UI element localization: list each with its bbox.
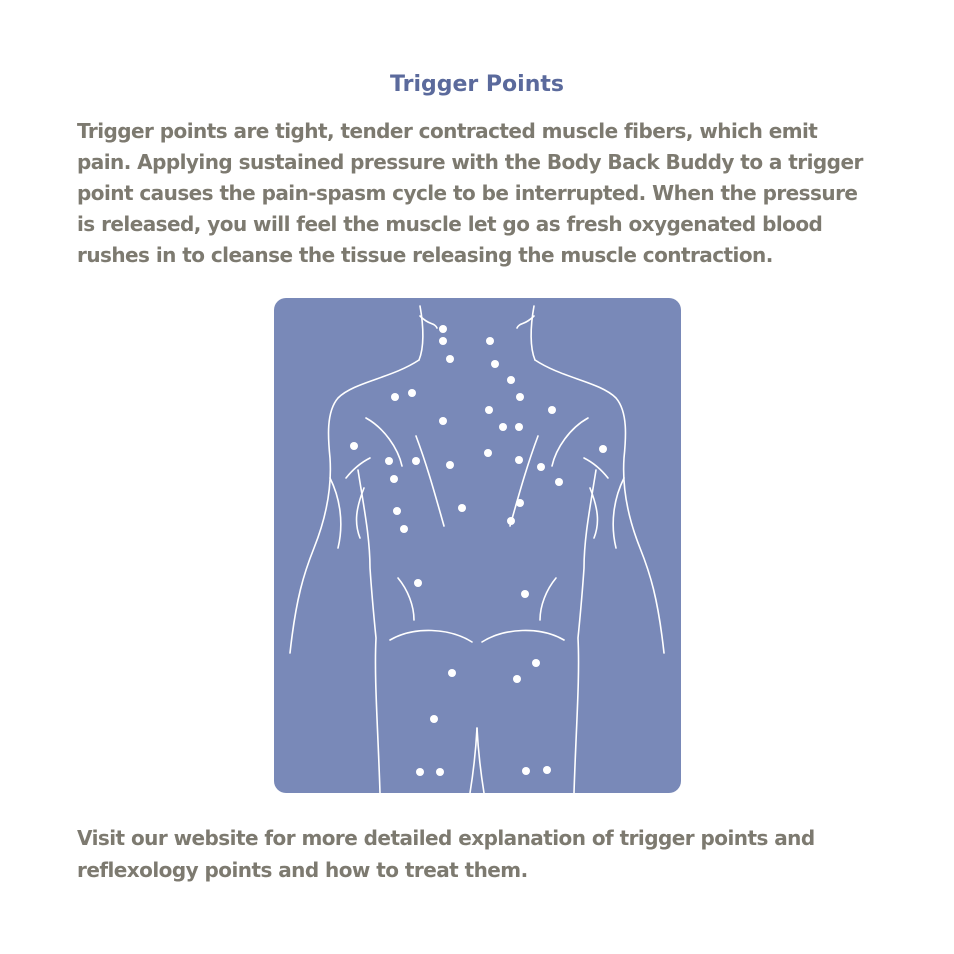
trigger-points xyxy=(350,325,607,776)
trigger-point xyxy=(391,393,399,401)
trigger-point xyxy=(485,406,493,414)
trigger-point xyxy=(499,423,507,431)
trigger-point xyxy=(350,442,358,450)
trigger-point xyxy=(400,525,408,533)
trigger-point xyxy=(458,504,466,512)
trigger-point xyxy=(439,337,447,345)
trigger-point xyxy=(448,669,456,677)
trigger-point xyxy=(484,449,492,457)
trigger-point xyxy=(439,417,447,425)
trigger-point xyxy=(390,475,398,483)
trigger-point xyxy=(491,360,499,368)
intro-paragraph xyxy=(77,116,892,271)
trigger-point xyxy=(408,389,416,397)
trigger-point xyxy=(516,499,524,507)
trigger-point xyxy=(516,393,524,401)
trigger-point xyxy=(446,355,454,363)
trigger-point xyxy=(599,445,607,453)
trigger-point xyxy=(532,659,540,667)
back-illustration-panel xyxy=(274,298,681,793)
trigger-point xyxy=(439,325,447,333)
trigger-point xyxy=(522,767,530,775)
body-outline xyxy=(290,306,664,793)
intro-line: is released, you will feel the muscle let go as fresh oxygenated blood xyxy=(77,212,823,236)
trigger-point xyxy=(537,463,545,471)
trigger-point xyxy=(412,457,420,465)
trigger-point xyxy=(521,590,529,598)
trigger-point xyxy=(430,715,438,723)
trigger-point xyxy=(486,337,494,345)
page-title: Trigger Points xyxy=(390,72,564,97)
footer-line: reflexology points and how to treat them. xyxy=(77,858,528,882)
intro-line: point causes the pain-spasm cycle to be interrupted. When the pressure xyxy=(77,181,858,205)
back-anatomy-illustration xyxy=(274,298,681,793)
trigger-point xyxy=(515,423,523,431)
trigger-point xyxy=(543,766,551,774)
trigger-point xyxy=(507,376,515,384)
trigger-point xyxy=(513,675,521,683)
trigger-point xyxy=(446,461,454,469)
trigger-point xyxy=(416,768,424,776)
footer-line: Visit our website for more detailed explanation of trigger points and xyxy=(77,826,815,850)
trigger-point xyxy=(548,406,556,414)
trigger-point xyxy=(555,478,563,486)
trigger-point xyxy=(507,517,515,525)
footer-paragraph xyxy=(77,822,892,886)
trigger-point xyxy=(515,456,523,464)
intro-line: rushes in to cleanse the tissue releasing the muscle contraction. xyxy=(77,243,773,267)
trigger-point xyxy=(385,457,393,465)
trigger-point xyxy=(436,768,444,776)
intro-line: Trigger points are tight, tender contracted muscle fibers, which emit xyxy=(77,119,818,143)
trigger-point xyxy=(393,507,401,515)
trigger-point xyxy=(414,579,422,587)
intro-line: pain. Applying sustained pressure with the Body Back Buddy to a trigger xyxy=(77,150,863,174)
